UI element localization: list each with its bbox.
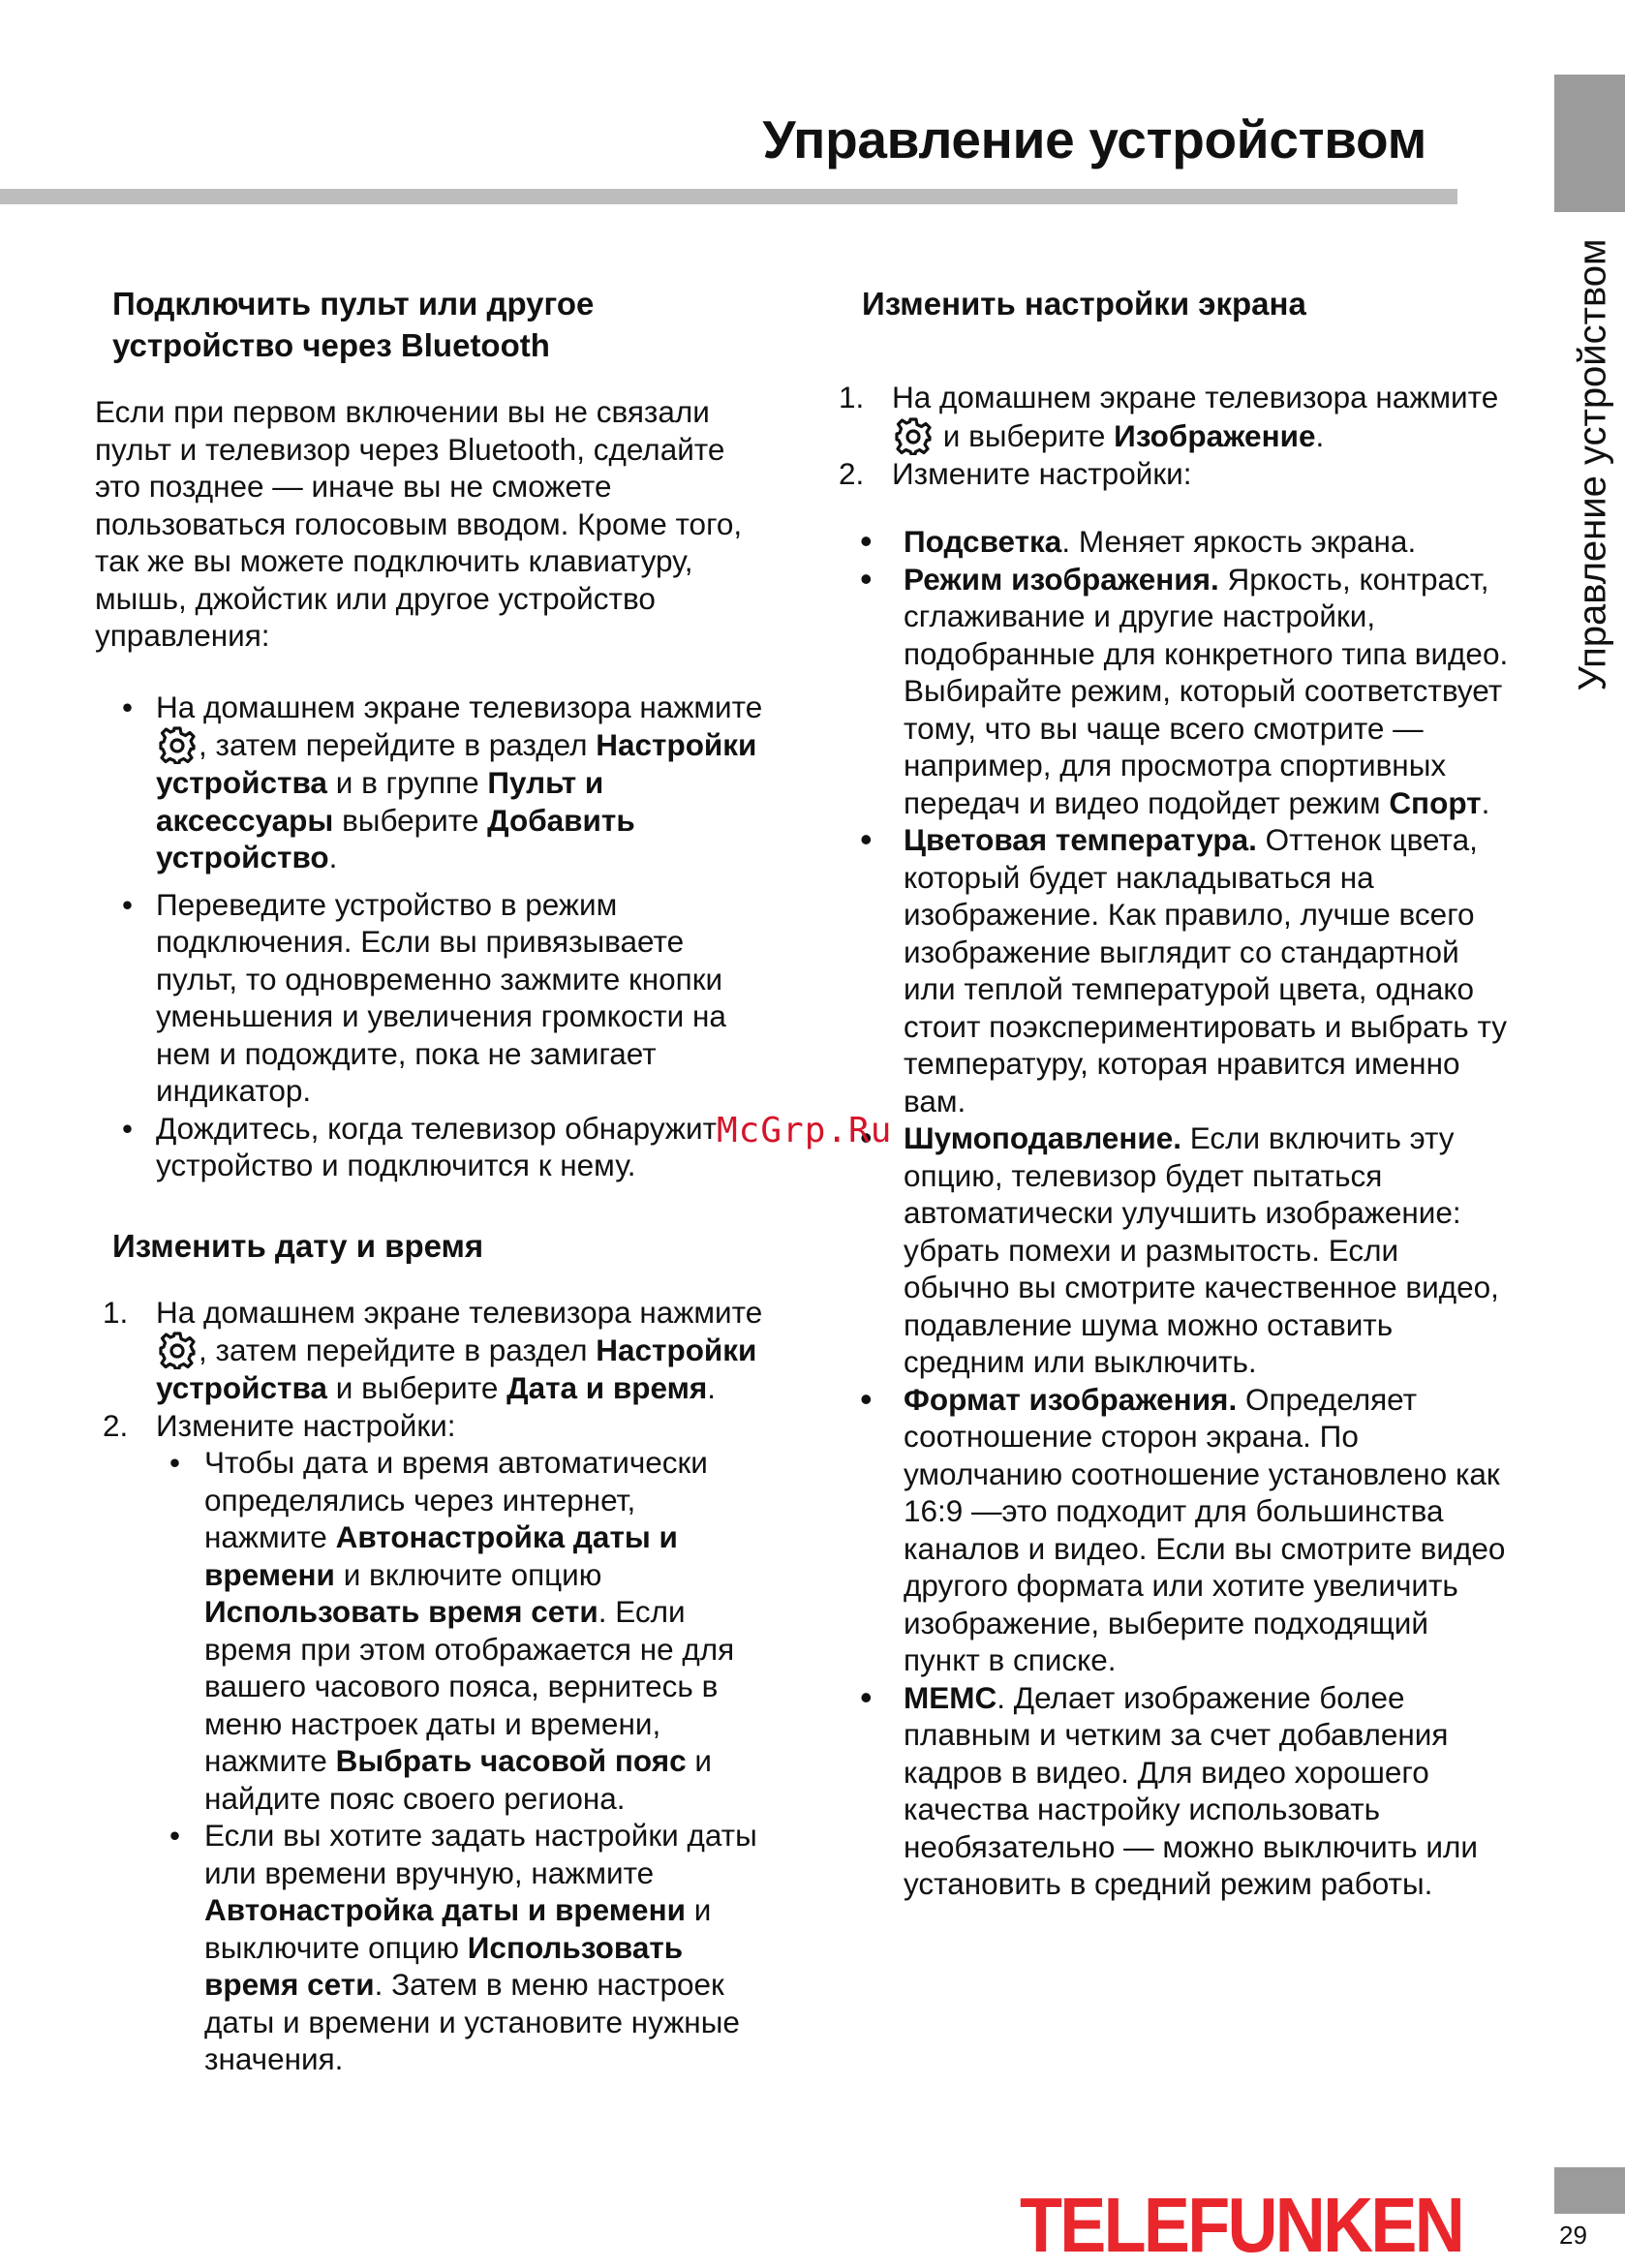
list-item: • MEMC. Делает изображение более плавным и четким за счет добавления кадров в видео. Для видео хорошего качества настройку использовать необязательно — можно выключить или установить в средний режим работы. [831,1679,1509,1903]
watermark: McGrp.Ru [717,1111,893,1150]
right-column [831,283,1509,1903]
list-item: • Если вы хотите задать настройки даты или времени вручную, нажмите Автонастройка даты и времени и выключите опцию Использовать время сети. Затем в меню настроек даты и времени и установите нужные значения. [156,1817,763,2078]
side-tab-marker [1554,75,1625,212]
list-item: 1. На домашнем экране телевизора нажмите , затем перейдите в раздел Настройки устройства и выберите Дата и время. [103,1294,763,1405]
gear-icon [158,1331,197,1369]
left-column [95,283,763,2078]
brand-logo: TELEFUNKEN [1020,2182,1463,2268]
list-item: • Цветовая температура. Оттенок цвета, который будет накладываться на изображение. Как правило, лучше всего изображение выглядит со стандартной или теплой температурой цвета, однако стоит поэкспериментировать и выбрать ту температуру, которая нравится именно вам. [831,821,1509,1119]
list-item: • На домашнем экране телевизора нажмите , затем перейдите в раздел Настройки устройства и в группе Пульт и аксессуары выберите Добавить устройство. [95,689,763,876]
screen-options [831,523,1509,1903]
gear-icon [158,725,197,764]
gear-icon [894,416,933,455]
page-title: Управление устройством [762,109,1426,169]
datetime-section [95,1225,763,2078]
list-item: 2. Измените настройки: • Чтобы дата и время автоматически определялись через интернет, нажмите Автонастройка даты и времени и включите опцию Использовать время сети. Если время при этом отображается не для вашего часового пояса, вернитесь в меню настроек даты и времени, нажмите Выбрать часовой пояс и найдите пояс своего региона. • Если вы хотите задать настройки даты или времени вручную, нажмите Автонастройка даты и времени и выключите опцию Использовать время сети. Затем в меню настроек даты и времени и установите нужные значения. [95,1407,763,2078]
list-item: • Формат изображения. Определяет соотношение сторон экрана. По умолчанию соотношение установлено как 16:9 —это подходит для большинства каналов и видео. Если вы смотрите видео другого формата или хотите увеличить изображение, выберите подходящий пункт в списке. [831,1381,1509,1679]
screen-section [831,283,1509,1903]
datetime-options [156,1444,763,2078]
list-item: • Режим изображения. Яркость, контраст, сглаживание и другие настройки, подобранные для конкретного типа видео. Выбирайте режим, который соответствует тому, что вы чаще всего смотрите — например, для просмотра спортивных передач и видео подойдет режим Спорт. [831,561,1509,822]
page-number: 29 [1559,2221,1587,2250]
bluetooth-steps [95,689,763,1184]
list-item: 2. Измените настройки: [839,455,1192,491]
datetime-heading: Изменить дату и время [112,1227,484,1264]
list-item: • Переведите устройство в режим подключения. Если вы привязываете пульт, то одновременно зажмите кнопки уменьшения и увеличения громкости на нем и подождите, пока не замигает индикатор. [95,886,763,1110]
bluetooth-heading: Подключить пульт или другое устройство через Bluetooth [112,286,595,363]
list-item: • Подсветка. Меняет яркость экрана. [831,523,1509,561]
screen-steps [831,379,1509,492]
side-caption: Управление устройством [1571,238,1614,691]
list-item: • Чтобы дата и время автоматически определялись через интернет, нажмите Автонастройка даты и времени и включите опцию Использовать время сети. Если время при этом отображается не для вашего часового пояса, вернитесь в меню настроек даты и времени, нажмите Выбрать часовой пояс и найдите пояс своего региона. [156,1444,763,1817]
datetime-steps [95,1294,763,2078]
list-item: • Дождитесь, когда телевизор обнаружит устройство и подключится к нему. [95,1110,763,1184]
bluetooth-section [95,283,763,1184]
title-rule [0,189,1457,204]
screen-heading: Изменить настройки экрана [862,286,1306,322]
list-item: 1. На домашнем экране телевизора нажмите и выберите Изображение. [839,380,1499,453]
list-item: • Шумоподавление. Если включить эту опцию, телевизор будет пытаться автоматически улучшить изображение: убрать помехи и размытость. Если обычно вы смотрите качественное видео, подавление шума можно оставить средним или выключить. [831,1119,1509,1381]
bluetooth-intro: Если при первом включении вы не связали пульт и телевизор через Bluetooth, сделайте это позднее — иначе вы не сможете пользоваться голосовым вводом. Кроме того, так же вы можете подключить клавиатуру, мышь, джойстик или другое устройство управления: [95,394,743,653]
page-number-tab [1554,2167,1625,2214]
